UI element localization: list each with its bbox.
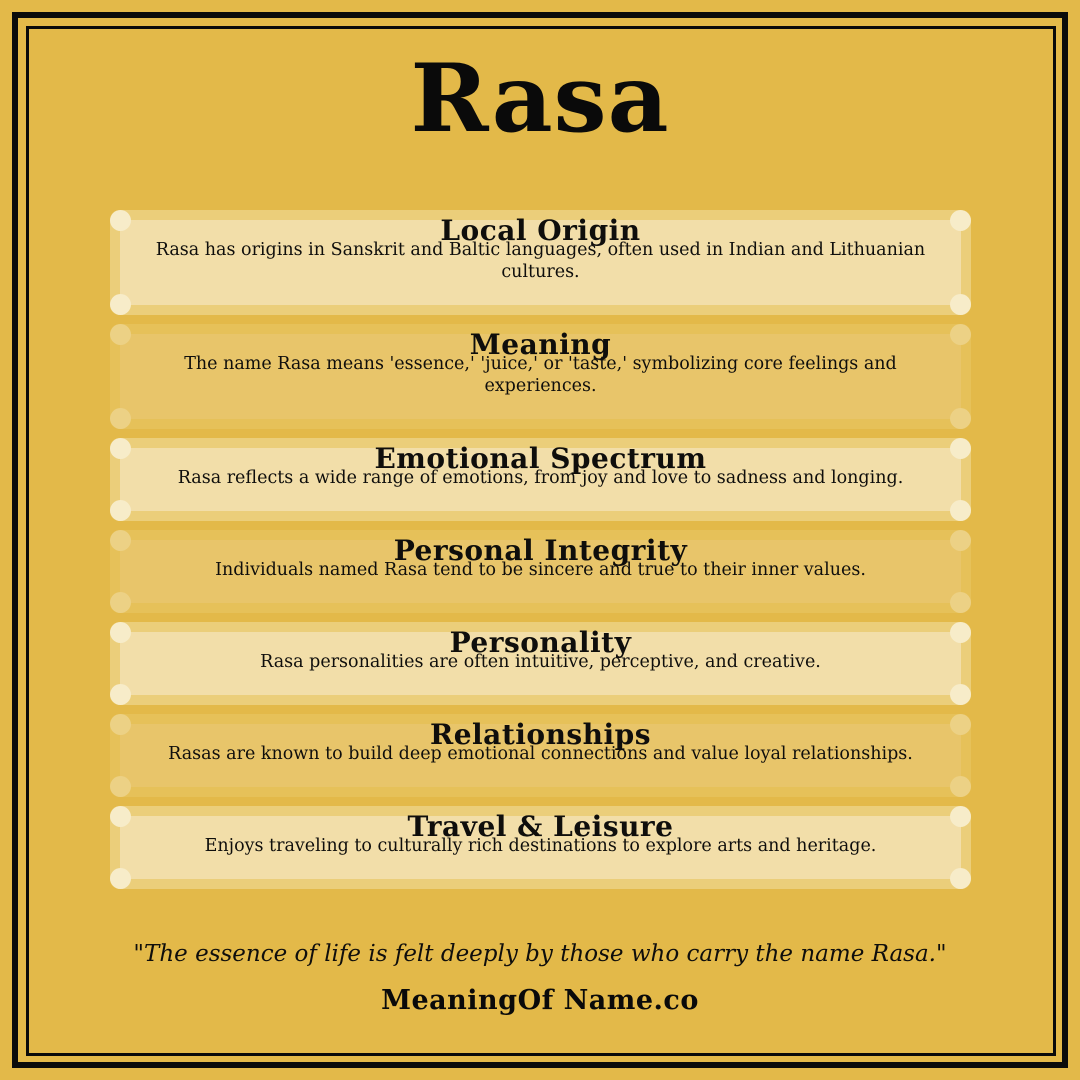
- card-personality: [110, 622, 971, 705]
- card-text: The name Rasa means 'essence,' 'juice,' or 'taste,' symbolizing core feelings and experiences.: [184, 354, 897, 396]
- card-text: Rasa has origins in Sanskrit and Baltic languages, often used in Indian and Lithuanian cultures.: [155, 240, 926, 282]
- page-title: Rasa: [410, 44, 670, 154]
- corner-dot: [950, 684, 971, 705]
- card-heading: Local Origin: [440, 214, 641, 247]
- card-meaning: [110, 324, 971, 429]
- corner-dot: [950, 500, 971, 521]
- corner-dot: [950, 868, 971, 889]
- card-heading: Travel & Leisure: [407, 810, 674, 843]
- corner-dot: [950, 408, 971, 429]
- quote-open-mark: ": [133, 941, 144, 967]
- corner-dot: [110, 408, 131, 429]
- card-text: Rasa personalities are often intuitive, perceptive, and creative.: [260, 652, 821, 672]
- card-travel-leisure: [110, 806, 971, 889]
- card-heading: Personality: [449, 626, 632, 659]
- corner-dot: [110, 500, 131, 521]
- site-name: MeaningOf Name.co: [381, 985, 699, 1016]
- card-text: Enjoys traveling to culturally rich destinations to explore arts and heritage.: [204, 836, 877, 856]
- card-text: Rasa reflects a wide range of emotions, from joy and love to sadness and longing.: [177, 468, 904, 488]
- card-text: Individuals named Rasa tend to be sincere and true to their inner values.: [215, 560, 866, 580]
- name-quote: [0, 938, 1080, 970]
- card-personal-integrity: [110, 530, 971, 613]
- card-heading: Meaning: [469, 328, 612, 361]
- corner-dot: [950, 776, 971, 797]
- corner-dot: [110, 294, 131, 315]
- card-text: Rasas are known to build deep emotional connections and value loyal relationships.: [168, 744, 913, 764]
- card-emotional-spectrum: [110, 438, 971, 521]
- quote-text: The essence of life is felt deeply by those who carry the name Rasa.: [144, 941, 936, 967]
- corner-dot: [110, 868, 131, 889]
- card-relationships: [110, 714, 971, 797]
- corner-dot: [950, 294, 971, 315]
- card-heading: Relationships: [429, 718, 652, 751]
- quote-close-mark: ": [936, 941, 947, 967]
- card-local-origin: [110, 210, 971, 315]
- corner-dot: [110, 684, 131, 705]
- card-heading: Personal Integrity: [393, 534, 688, 567]
- corner-dot: [950, 592, 971, 613]
- corner-dot: [110, 592, 131, 613]
- corner-dot: [110, 776, 131, 797]
- card-heading: Emotional Spectrum: [374, 442, 707, 475]
